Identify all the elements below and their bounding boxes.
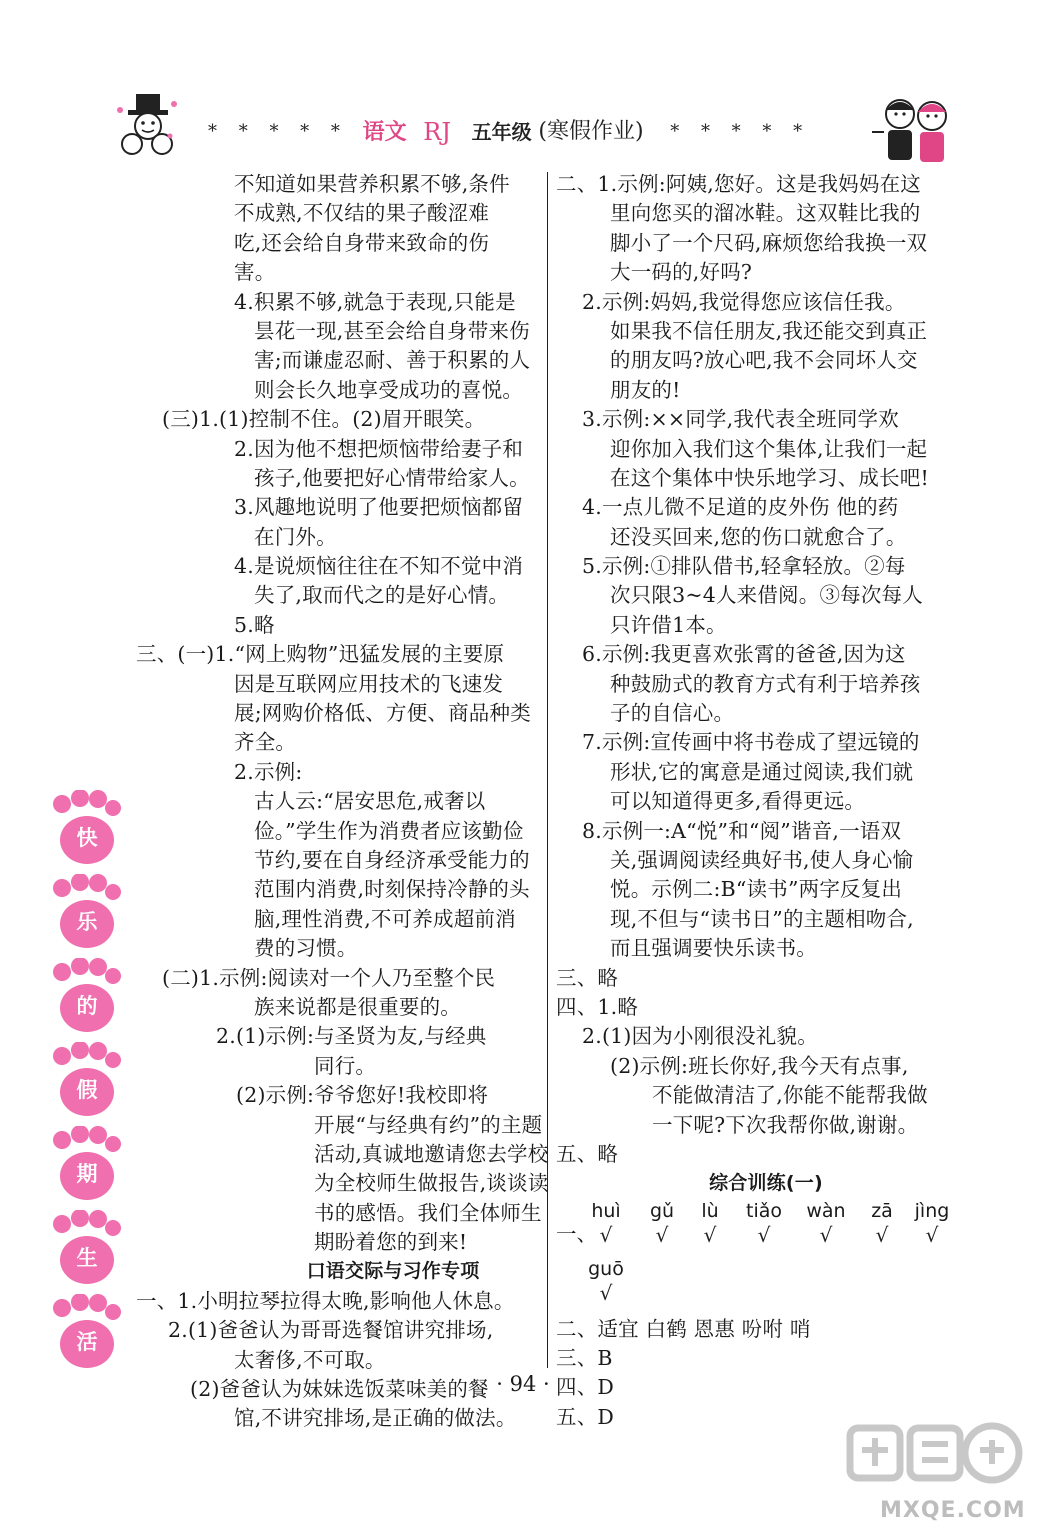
answer-line: 现,不但与“读书日”的主题相吻合, <box>610 906 914 931</box>
right-column <box>556 170 976 1432</box>
side-banner <box>48 790 128 1378</box>
answer-line: 三、B <box>556 1346 613 1371</box>
answer-line: 关,强调阅读经典好书,使人身心愉 <box>610 847 914 872</box>
header-stars-left: * * * * * <box>208 120 348 142</box>
paw-character: 活 <box>76 1330 98 1354</box>
paw-character: 期 <box>76 1162 98 1186</box>
check-icon: √ <box>599 1280 613 1305</box>
answer-line: 一下呢?下次我帮你做,谢谢。 <box>652 1112 919 1137</box>
answer-line: 同行。 <box>314 1053 377 1078</box>
pinyin-text: gǔ <box>649 1199 675 1222</box>
answer-line: 俭。”学生作为消费者应该勤俭 <box>254 818 524 843</box>
page-header <box>0 92 1046 172</box>
check-icon: √ <box>655 1222 669 1247</box>
paw-badge <box>48 1210 128 1294</box>
paw-badge <box>48 1294 128 1378</box>
answer-line: 悦。示例二:B“读书”两字反复出 <box>610 877 903 902</box>
pinyin-text: lù <box>701 1199 719 1222</box>
answer-line: 脑,理性消费,不可养成超前消 <box>254 906 516 931</box>
answer-line: 五、略 <box>556 1141 619 1166</box>
answer-line: 里向您买的溜冰鞋。这双鞋比我的 <box>610 201 921 226</box>
answer-line: 8.示例一:A“悦”和“阅”谐音,一语双 <box>582 818 902 843</box>
answer-line: 2.(1)因为小刚很没礼貌。 <box>582 1024 818 1049</box>
pinyin-text: zā <box>871 1199 893 1222</box>
answer-line: 在门外。 <box>254 524 337 549</box>
pinyin-text: jìng <box>914 1199 950 1222</box>
answer-line: 展;网购价格低、方便、商品种类 <box>234 701 531 726</box>
answer-line: 如果我不信任朋友,我还能交到真正 <box>610 318 928 343</box>
paw-badge <box>48 958 128 1042</box>
kids-icon <box>870 92 962 170</box>
section-title: 综合训练(一) <box>709 1172 823 1195</box>
answer-line: 朋友的! <box>610 377 681 402</box>
answer-line: 则会长久地享受成功的喜悦。 <box>254 377 524 402</box>
paw-character: 假 <box>76 1078 98 1102</box>
answer-line: 不知道如果营养积累不够,条件 <box>234 172 510 196</box>
pinyin-text: guō <box>588 1257 624 1280</box>
check-icon: √ <box>819 1222 833 1247</box>
answer-line: 大一码的,好吗? <box>610 260 753 285</box>
pinyin-text: wàn <box>806 1199 846 1222</box>
answer-line: 的朋友吗?放心吧,我不会同坏人交 <box>610 348 918 373</box>
answer-line: 不成熟,不仅结的果子酸涩难 <box>234 201 490 226</box>
answer-line: 吃,还会给自身带来致命的伤 <box>234 230 490 255</box>
answer-line: 为全校师生做报告,谈谈读 <box>314 1171 549 1196</box>
pinyin-item <box>904 1199 960 1247</box>
pinyin-row-2 <box>556 1257 976 1315</box>
answer-line: 而且强调要快乐读书。 <box>610 936 817 961</box>
answer-line: 5.略 <box>234 612 275 637</box>
header-edition: RJ <box>423 117 451 146</box>
answer-line: 节约,要在自身经济承受能力的 <box>254 847 530 872</box>
answer-line: (三)1.(1)控制不住。(2)眉开眼笑。 <box>162 407 486 432</box>
check-icon: √ <box>703 1222 717 1247</box>
pinyin-text: huì <box>591 1199 621 1222</box>
snowman-icon <box>110 92 190 160</box>
answer-line: 种鼓励式的教育方式有利于培养孩 <box>610 671 921 696</box>
answer-line: 在这个集体中快乐地学习、成长吧! <box>610 465 929 490</box>
check-icon: √ <box>599 1222 613 1247</box>
answer-line: 2.示例:妈妈,我觉得您应该信任我。 <box>582 289 906 314</box>
header-title <box>208 112 810 148</box>
answer-line: 三、略 <box>556 965 619 990</box>
answer-line: 古人云:“居安思危,戒奢以 <box>254 789 486 814</box>
answer-line: 形状,它的寓意是通过阅读,我们就 <box>610 759 914 784</box>
answer-line: (2)示例:班长你好,我今天有点事, <box>610 1053 909 1078</box>
answer-line: 四、D <box>556 1375 615 1400</box>
pinyin-item <box>854 1199 910 1247</box>
answer-line: 一、1.小明拉琴拉得太晚,影响他人休息。 <box>136 1288 515 1313</box>
answer-line: 不能做清洁了,你能不能帮我做 <box>652 1083 928 1108</box>
answer-line: 脚小了一个尺码,麻烦您给我换一双 <box>610 230 928 255</box>
paw-character: 生 <box>76 1246 98 1270</box>
answer-line: 太奢侈,不可取。 <box>234 1347 386 1372</box>
answer-line: 7.示例:宣传画中将书卷成了望远镜的 <box>582 730 920 755</box>
header-subject: 语文 <box>362 118 407 145</box>
answer-line: (2)爸爸认为妹妹选饭菜味美的餐 <box>190 1377 489 1402</box>
answer-line: 2.因为他不想把烦恼带给妻子和 <box>234 436 524 461</box>
pinyin-item <box>736 1199 792 1247</box>
paw-character: 的 <box>76 994 98 1018</box>
answer-line: 五、D <box>556 1404 615 1429</box>
watermark-url: MXQE.COM <box>880 1498 1026 1523</box>
pinyin-item <box>578 1257 634 1305</box>
check-icon: √ <box>925 1222 939 1247</box>
answer-line: 费的习惯。 <box>254 936 358 961</box>
answer-line: 失了,取而代之的是好心情。 <box>254 583 510 608</box>
answer-line: 4.是说烦恼往往在不知不觉中消 <box>234 554 524 579</box>
header-stars-right: * * * * * <box>670 120 811 142</box>
answer-line: 二、1.示例:阿姨,您好。这是我妈妈在这 <box>556 172 921 196</box>
answer-line: 2.(1)示例:与圣贤为友,与经典 <box>216 1024 487 1049</box>
header-grade: 五年级 <box>471 119 532 144</box>
answer-line: 因是互联网应用技术的飞速发 <box>234 671 504 696</box>
answer-line: 活动,真诚地邀请您去学校 <box>314 1141 549 1166</box>
answer-line: 期盼着您的到来! <box>314 1230 468 1255</box>
paw-badge <box>48 1126 128 1210</box>
check-icon: √ <box>875 1222 889 1247</box>
answer-line: (2)示例:爷爷您好!我校即将 <box>236 1083 489 1108</box>
answer-line: 2.示例: <box>234 759 303 784</box>
answer-line: 5.示例:①排队借书,轻拿轻放。②每 <box>582 554 906 579</box>
answer-line: 4.一点儿微不足道的皮外伤 他的药 <box>582 495 899 520</box>
answer-line: 害;而谦虚忍耐、善于积累的人 <box>254 348 531 373</box>
left-column <box>136 170 549 1434</box>
answer-line: 4.积累不够,就急于表现,只能是 <box>234 289 516 314</box>
answer-line: 二、适宜 白鹤 恩惠 吩咐 哨 <box>556 1316 811 1341</box>
paw-badge <box>48 1042 128 1126</box>
answer-line: 范围内消费,时刻保持冷静的头 <box>254 877 530 902</box>
pinyin-row-1 <box>556 1199 976 1257</box>
answer-line: 还没买回来,您的伤口就愈合了。 <box>610 524 907 549</box>
page-number: · 94 · <box>496 1372 550 1396</box>
answer-line: 只许借1本。 <box>610 612 727 637</box>
answer-line: 害。 <box>234 260 276 285</box>
answer-line: 2.(1)爸爸认为哥哥选餐馆讲究排场, <box>168 1318 494 1343</box>
check-icon: √ <box>757 1222 771 1247</box>
paw-badge <box>48 874 128 958</box>
answer-line: 齐全。 <box>234 730 297 755</box>
paw-badge <box>48 790 128 874</box>
answer-line: 昙花一现,甚至会给自身带来伤 <box>254 318 530 343</box>
paw-character: 快 <box>76 826 98 850</box>
pinyin-item <box>578 1199 634 1247</box>
answer-line: 三、(一)1.“网上购物”迅猛发展的主要原 <box>136 642 505 667</box>
answer-line: 孩子,他要把好心情带给家人。 <box>254 465 530 490</box>
answer-line: 四、1.略 <box>556 994 639 1019</box>
answer-line: 可以知道得更多,看得更远。 <box>610 789 866 814</box>
section-title: 口语交际与习作专项 <box>306 1260 480 1283</box>
header-vacation: (寒假作业) <box>538 118 644 144</box>
answer-line: 迎你加入我们这个集体,让我们一起 <box>610 436 928 461</box>
pinyin-prefix: 一、 <box>556 1221 597 1246</box>
pinyin-item <box>682 1199 738 1247</box>
answer-line: (二)1.示例:阅读对一个人乃至整个民 <box>162 965 496 990</box>
pinyin-text: tiǎo <box>746 1199 782 1222</box>
answer-line: 族来说都是很重要的。 <box>254 994 461 1019</box>
pinyin-item <box>798 1199 854 1247</box>
answer-line: 馆,不讲究排场,是正确的做法。 <box>234 1406 517 1431</box>
answer-line: 书的感悟。我们全体师生 <box>314 1200 542 1225</box>
answer-line: 子的自信心。 <box>610 701 735 726</box>
answer-line: 次只限3~4人来借阅。③每次每人 <box>610 583 923 608</box>
answer-line: 3.风趣地说明了他要把烦恼都留 <box>234 495 524 520</box>
answer-line: 3.示例:××同学,我代表全班同学欢 <box>582 407 899 432</box>
answer-line: 开展“与经典有约”的主题 <box>314 1112 543 1137</box>
paw-character: 乐 <box>76 910 98 934</box>
answer-line: 6.示例:我更喜欢张霄的爸爸,因为这 <box>582 642 906 667</box>
